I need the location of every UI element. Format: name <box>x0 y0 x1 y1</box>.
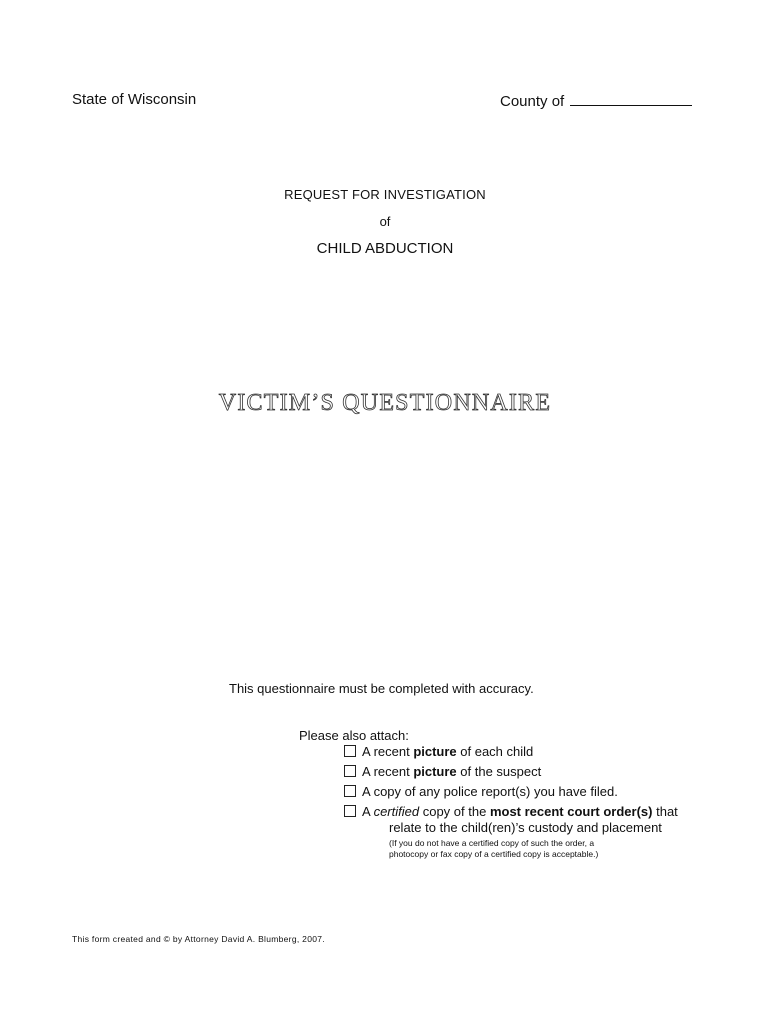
child-abduction-title: CHILD ABDUCTION <box>316 240 454 257</box>
county-label <box>500 91 692 110</box>
attach-item-court-order: A certified copy of the most recent court order(s) that <box>344 804 678 819</box>
copyright-footer: This form created and © by Attorney David A. Blumberg, 2007. <box>72 934 325 944</box>
checkbox-icon[interactable] <box>344 765 356 777</box>
accuracy-notice: This questionnaire must be completed with accuracy. <box>229 681 534 696</box>
of-text: of <box>379 214 391 229</box>
checkbox-icon[interactable] <box>344 805 356 817</box>
county-text: County of <box>500 93 565 110</box>
attach-item-child-picture: A recent picture of each child <box>344 744 533 759</box>
attach-heading: Please also attach: <box>299 728 409 743</box>
checkbox-icon[interactable] <box>344 745 356 757</box>
certified-copy-note: (If you do not have a certified copy of such the order, a photocopy or fax copy of a certified copy is acceptable.) <box>389 838 599 859</box>
attach-item-police-report: A copy of any police report(s) you have filed. <box>344 784 618 799</box>
county-blank-field[interactable] <box>570 91 692 106</box>
request-title: REQUEST FOR INVESTIGATION <box>284 187 486 202</box>
checkbox-icon[interactable] <box>344 785 356 797</box>
state-label: State of Wisconsin <box>72 91 197 108</box>
court-order-continuation: relate to the child(ren)’s custody and placement <box>389 820 662 835</box>
attach-item-suspect-picture: A recent picture of the suspect <box>344 764 541 779</box>
victims-questionnaire-title: VICTIM’S QUESTIONNAIRE <box>218 390 552 416</box>
